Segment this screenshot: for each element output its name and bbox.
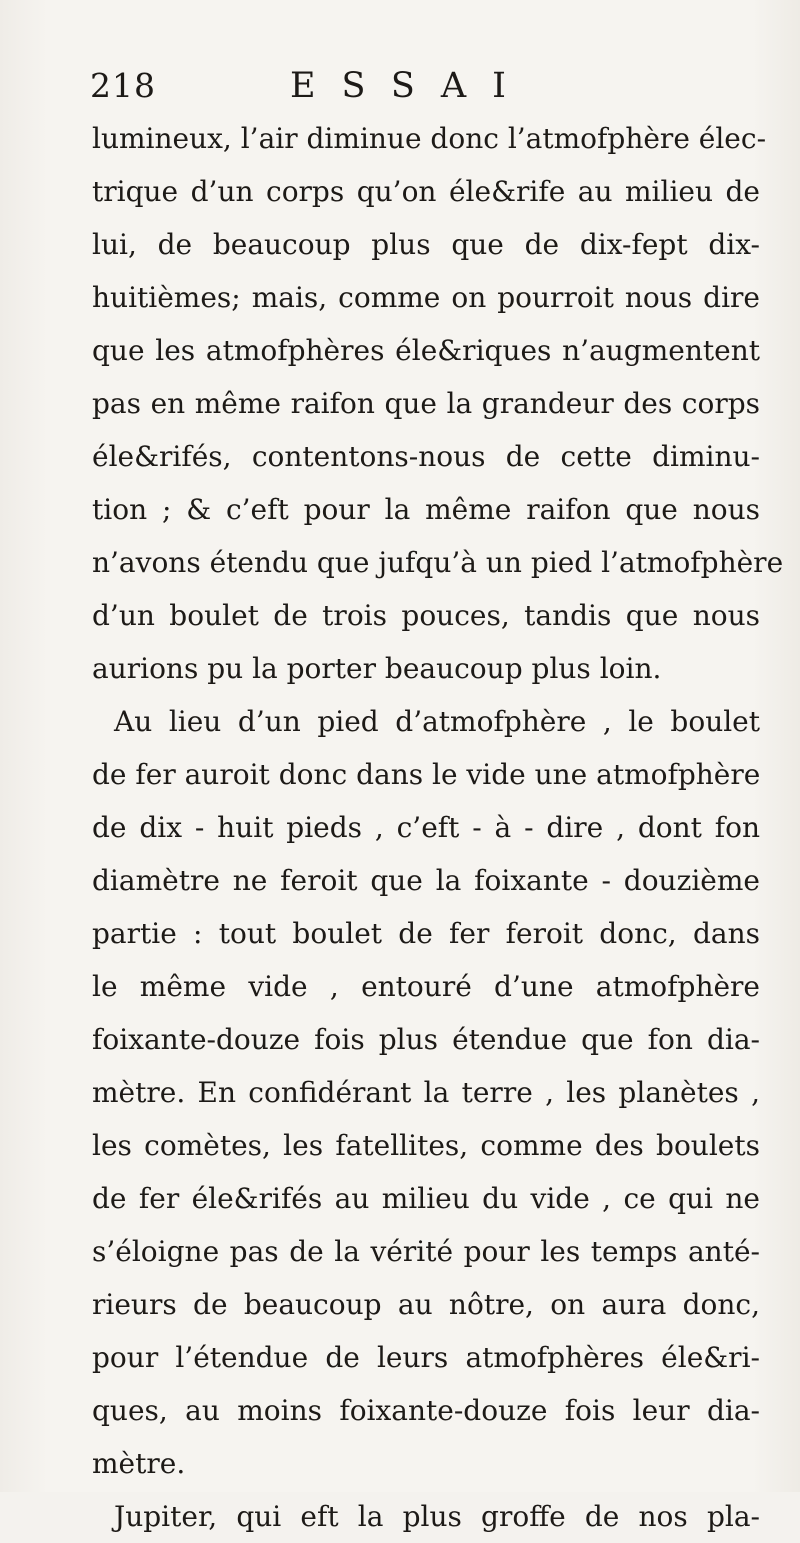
running-title: ESSAI: [290, 66, 532, 106]
text-line: éle&rifés, contentons-nous de cette diminu-: [92, 440, 760, 473]
text-line: lumineux, l’air diminue donc l’atmofphère élec-: [92, 122, 767, 155]
text-line: trique d’un corps qu’on éle&rife au milieu de: [92, 175, 760, 208]
text-line: de dix - huit pieds , c’eft - à - dire , dont fon: [92, 811, 760, 844]
text-line: diamètre ne feroit que la foixante - douzième: [92, 864, 760, 897]
body-text: [92, 112, 784, 1543]
text-line: aurions pu la porter beaucoup plus loin.: [92, 652, 662, 685]
page-number: 218: [90, 66, 156, 105]
text-line: mètre.: [92, 1447, 186, 1480]
text-line: de fer éle&rifés au milieu du vide , ce qui ne: [92, 1182, 760, 1215]
text-line: le même vide , entouré d’une atmofphère: [92, 970, 760, 1003]
text-line: s’éloigne pas de la vérité pour les temps anté-: [92, 1235, 760, 1268]
text-line: de fer auroit donc dans le vide une atmofphère: [92, 758, 761, 791]
text-line: mètre. En confidérant la terre , les planètes ,: [92, 1076, 760, 1109]
text-line: foixante-douze fois plus étendue que fon dia-: [92, 1023, 760, 1056]
text-line: que les atmofphères éle&riques n’augmentent: [92, 334, 760, 367]
text-line: pour l’étendue de leurs atmofphères éle&ri-: [92, 1341, 760, 1374]
text-line: pas en même raifon que la grandeur des corps: [92, 387, 760, 420]
text-line: huitièmes; mais, comme on pourroit nous dire: [92, 281, 760, 314]
text-line: les comètes, les fatellites, comme des boulets: [92, 1129, 760, 1162]
text-line: n’avons étendu que jufqu’à un pied l’atmofphère: [92, 546, 784, 579]
text-line: Au lieu d’un pied d’atmofphère , le boulet: [114, 705, 760, 738]
text-line: d’un boulet de trois pouces, tandis que nous: [92, 599, 760, 632]
text-line: partie : tout boulet de fer feroit donc, dans: [92, 917, 760, 950]
running-head: [90, 66, 750, 110]
text-line: rieurs de beaucoup au nôtre, on aura donc,: [92, 1288, 760, 1321]
text-line: tion ; & c’eft pour la même raifon que nous: [92, 493, 760, 526]
text-line: Jupiter, qui eft la plus groffe de nos pla-: [114, 1500, 760, 1533]
text-line: lui, de beaucoup plus que de dix-fept dix-: [92, 228, 760, 261]
text-line: ques, au moins foixante-douze fois leur dia-: [92, 1394, 760, 1427]
